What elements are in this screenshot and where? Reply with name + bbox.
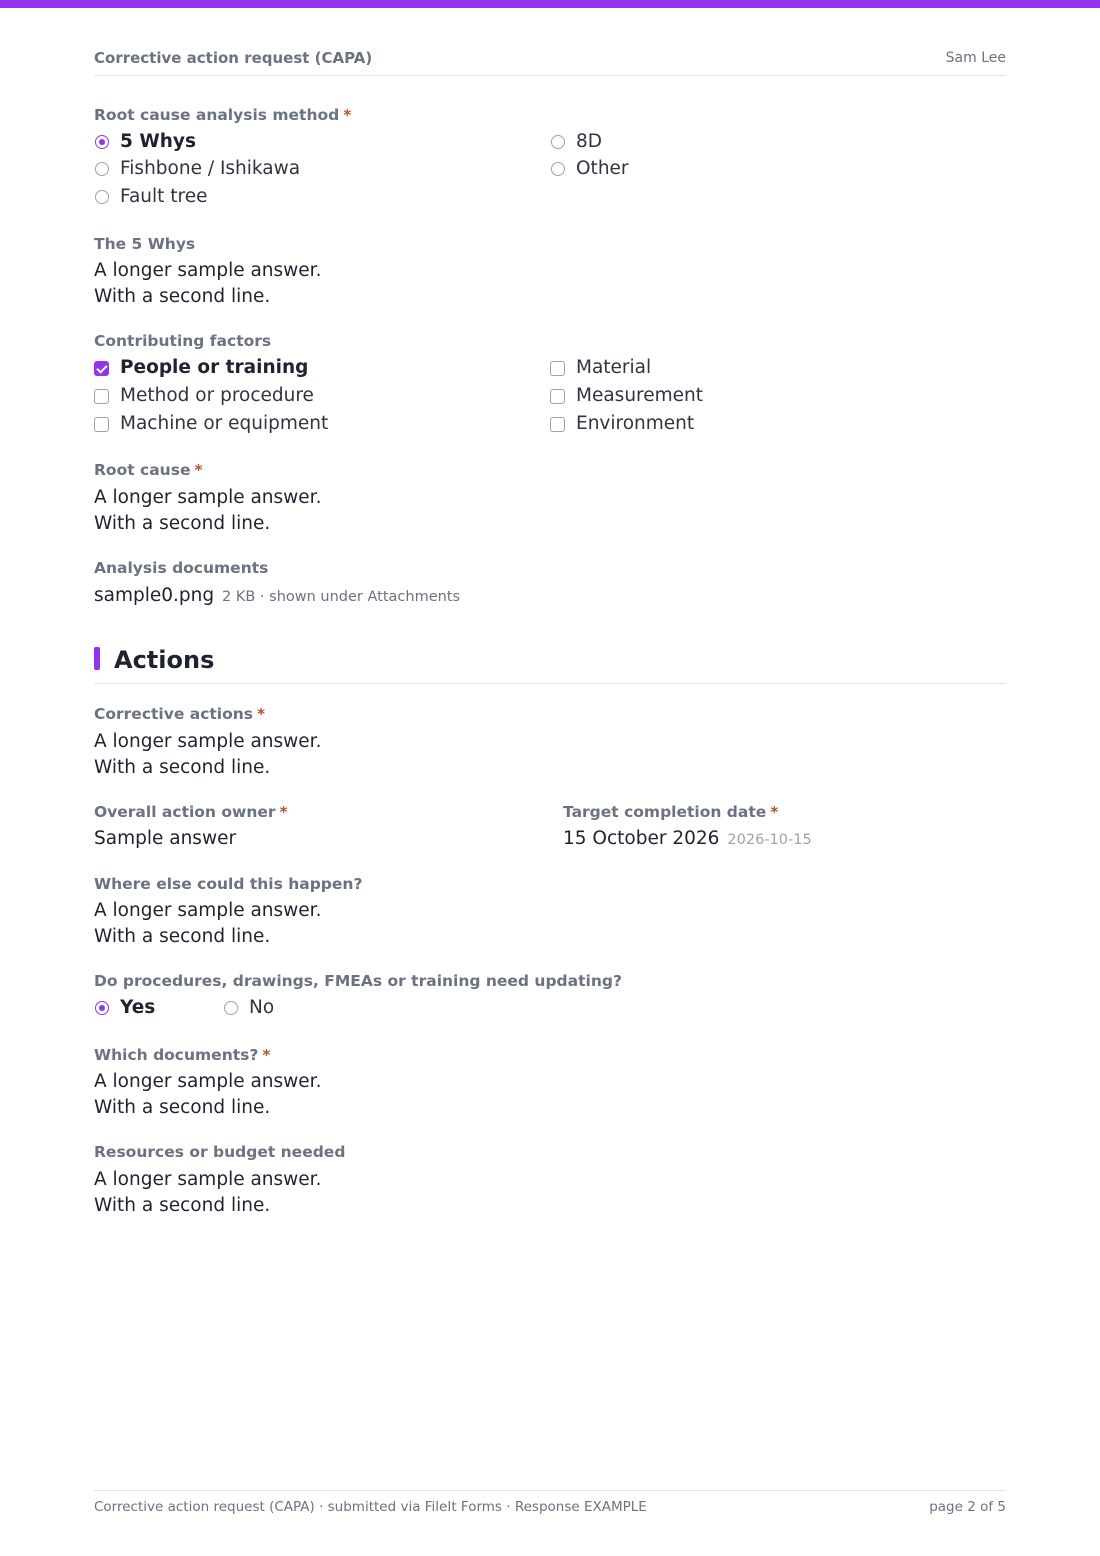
- option-no[interactable]: No: [249, 997, 275, 1018]
- radio-no[interactable]: [224, 1001, 238, 1015]
- checkbox-people-training[interactable]: [94, 361, 109, 376]
- resources-label: Resources or budget needed: [94, 1143, 346, 1161]
- accent-top-bar: [0, 0, 1100, 8]
- resources-answer: A longer sample answer. With a second line.: [94, 1169, 322, 1216]
- page-footer: [94, 1490, 1006, 1515]
- actions-section-header: [94, 646, 1006, 684]
- option-fishbone[interactable]: Fishbone / Ishikawa: [120, 158, 301, 179]
- radio-fishbone[interactable]: [95, 162, 109, 176]
- respondent-name: Sam Lee: [945, 50, 1006, 66]
- action-owner-label: Overall action owner *: [94, 803, 288, 821]
- section-accent-bar: [94, 647, 100, 670]
- analysis-documents-label: Analysis documents: [94, 559, 269, 577]
- target-date-answer: 15 October 2026 2026-10-15: [563, 828, 812, 849]
- five-whys-label: The 5 Whys: [94, 235, 196, 253]
- section-title: Actions: [114, 646, 215, 674]
- target-date-label: Target completion date *: [563, 803, 779, 821]
- corrective-actions-label: Corrective actions *: [94, 705, 266, 723]
- option-5-whys[interactable]: 5 Whys: [120, 131, 196, 152]
- root-cause-answer: A longer sample answer. With a second line.: [94, 487, 322, 534]
- root-cause-label: Root cause *: [94, 461, 203, 479]
- option-other[interactable]: Other: [576, 158, 629, 179]
- rca-method-label: Root cause analysis method *: [94, 106, 352, 124]
- form-title: Corrective action request (CAPA): [94, 49, 373, 67]
- checkbox-machine-equipment[interactable]: [94, 417, 109, 432]
- which-documents-label: Which documents? *: [94, 1046, 271, 1064]
- corrective-actions-answer: A longer sample answer. With a second line.: [94, 731, 322, 778]
- option-measurement[interactable]: Measurement: [576, 385, 704, 406]
- option-material[interactable]: Material: [576, 357, 652, 378]
- option-environment[interactable]: Environment: [576, 413, 695, 434]
- file-name[interactable]: sample0.png: [94, 585, 215, 606]
- radio-yes[interactable]: [95, 1001, 109, 1015]
- action-owner-answer: Sample answer: [94, 828, 237, 849]
- radio-5-whys[interactable]: [95, 135, 109, 149]
- checkbox-environment[interactable]: [550, 417, 565, 432]
- option-8d[interactable]: 8D: [576, 131, 603, 152]
- option-fault-tree[interactable]: Fault tree: [120, 186, 208, 207]
- file-meta: 2 KB · shown under Attachments: [222, 589, 461, 605]
- option-machine-equipment[interactable]: Machine or equipment: [120, 413, 329, 434]
- five-whys-answer: A longer sample answer. With a second line.: [94, 260, 322, 307]
- checkbox-material[interactable]: [550, 361, 565, 376]
- checkbox-method-procedure[interactable]: [94, 389, 109, 404]
- where-else-answer: A longer sample answer. With a second line.: [94, 900, 322, 947]
- option-yes[interactable]: Yes: [120, 997, 156, 1018]
- page-number: page 2 of 5: [929, 1499, 1006, 1515]
- where-else-label: Where else could this happen?: [94, 875, 363, 893]
- which-documents-answer: A longer sample answer. With a second line.: [94, 1071, 322, 1118]
- docs-update-label: Do procedures, drawings, FMEAs or training need updating?: [94, 972, 622, 990]
- analysis-document-file: [94, 583, 460, 610]
- radio-8d[interactable]: [551, 135, 565, 149]
- target-date-iso: 2026-10-15: [727, 832, 812, 848]
- option-method-procedure[interactable]: Method or procedure: [120, 385, 314, 406]
- page-header: [94, 49, 1006, 76]
- radio-other[interactable]: [551, 162, 565, 176]
- footer-info: Corrective action request (CAPA) · submitted via FileIt Forms · Response EXAMPLE: [94, 1499, 647, 1515]
- contributing-factors-label: Contributing factors: [94, 332, 272, 350]
- option-people-training[interactable]: People or training: [120, 357, 309, 378]
- radio-fault-tree[interactable]: [95, 190, 109, 204]
- checkbox-measurement[interactable]: [550, 389, 565, 404]
